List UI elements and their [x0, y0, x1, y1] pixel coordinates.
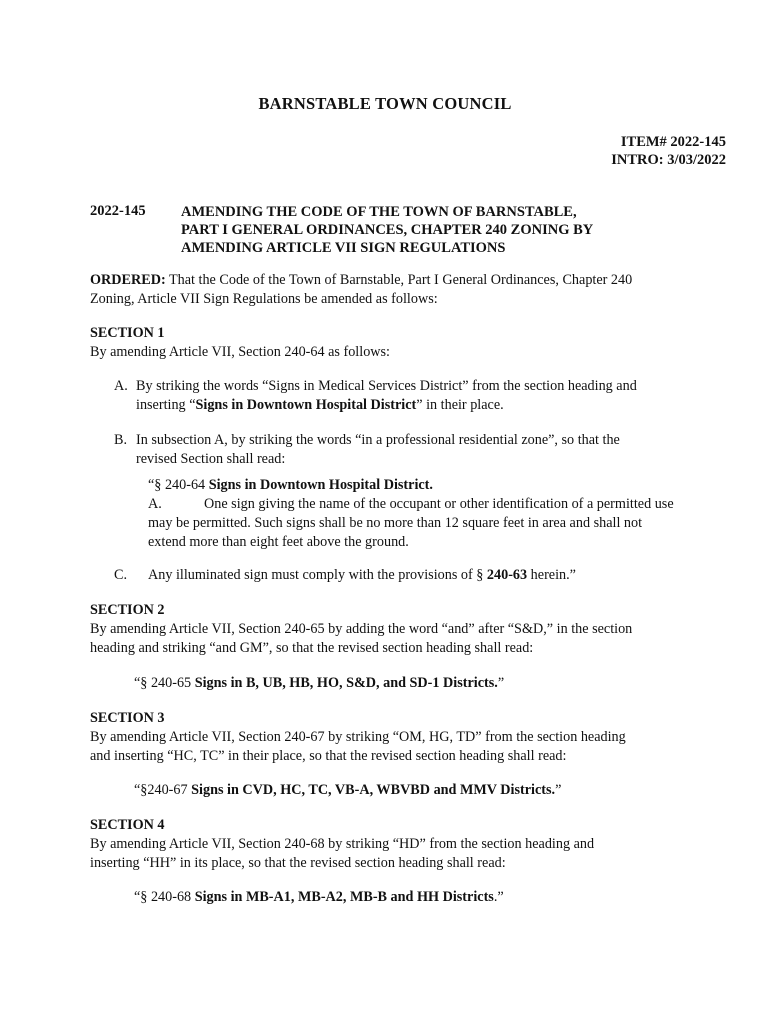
list-item-c: Any illuminated sign must comply with the provisions of § 240-63 herein.”	[148, 567, 576, 583]
section-3-body: By amending Article VII, Section 240-67 by striking “OM, HG, TD” from the section heading and inserting “HC, TC” in their place, so that the revised section heading shall read:	[90, 729, 626, 764]
list-item-b: In subsection A, by striking the words “in a professional residential zone”, so that the revised Section shall read:	[136, 432, 620, 467]
document-title: BARNSTABLE TOWN COUNCIL	[258, 94, 512, 113]
section-1-intro: By amending Article VII, Section 240-64 as follows:	[90, 344, 390, 360]
quoted-subsection-marker: A.	[148, 496, 162, 512]
quoted-section-240-67: “§240-67 Signs in CVD, HC, TC, VB-A, WBVBD and MMV Districts.”	[134, 782, 562, 798]
quoted-section-240-68: “§ 240-68 Signs in MB-A1, MB-A2, MB-B and HH Districts.”	[134, 889, 504, 905]
section-4-heading: SECTION 4	[90, 817, 165, 833]
section-4-body: By amending Article VII, Section 240-68 by striking “HD” from the section heading and inserting “HH” in its place, so that the revised section heading shall read:	[90, 836, 595, 871]
list-marker-b: B.	[114, 432, 128, 448]
subject-line-3: AMENDING ARTICLE VII SIGN REGULATIONS	[181, 240, 506, 256]
section-2-body: By amending Article VII, Section 240-65 by adding the word “and” after “S&D,” in the section heading and striking “and GM”, so that the revised section heading shall read:	[90, 621, 633, 656]
ordered-paragraph	[90, 271, 632, 309]
subject-line-2: PART I GENERAL ORDINANCES, CHAPTER 240 ZONING BY	[181, 222, 594, 238]
ordered-line-2: Zoning, Article VII Sign Regulations be amended as follows:	[90, 291, 438, 307]
quoted-section-240-64: “§ 240-64 Signs in Downtown Hospital District.	[148, 477, 433, 493]
section-1-heading: SECTION 1	[90, 325, 165, 341]
list-marker-c: C.	[114, 567, 128, 583]
list-item-a: By striking the words “Signs in Medical Services District” from the section heading and inserting “Signs in Downtown Hospital District” in their place.	[136, 378, 637, 413]
item-number: ITEM# 2022-145	[620, 134, 726, 150]
ordered-line-1: ORDERED: That the Code of the Town of Barnstable, Part I General Ordinances, Chapter 240	[90, 272, 633, 288]
list-marker-a: A.	[114, 378, 128, 394]
subject-line-1: AMENDING THE CODE OF THE TOWN OF BARNSTABLE,	[181, 204, 577, 220]
section-2-heading: SECTION 2	[90, 602, 165, 618]
agenda-number: 2022-145	[90, 203, 146, 219]
quoted-subsection-a: One sign giving the name of the occupant or other identification of a permitted use may be permitted. Such signs shall be no more than 12 square feet in area and shall not extend more than eight feet above the ground.	[148, 496, 674, 550]
ordered-label: ORDERED:	[90, 272, 166, 288]
agenda-subject	[181, 203, 593, 257]
intro-date: INTRO: 3/03/2022	[611, 152, 726, 168]
section-3-heading: SECTION 3	[90, 710, 165, 726]
quoted-section-240-65: “§ 240-65 Signs in B, UB, HB, HO, S&D, and SD-1 Districts.”	[134, 675, 505, 691]
